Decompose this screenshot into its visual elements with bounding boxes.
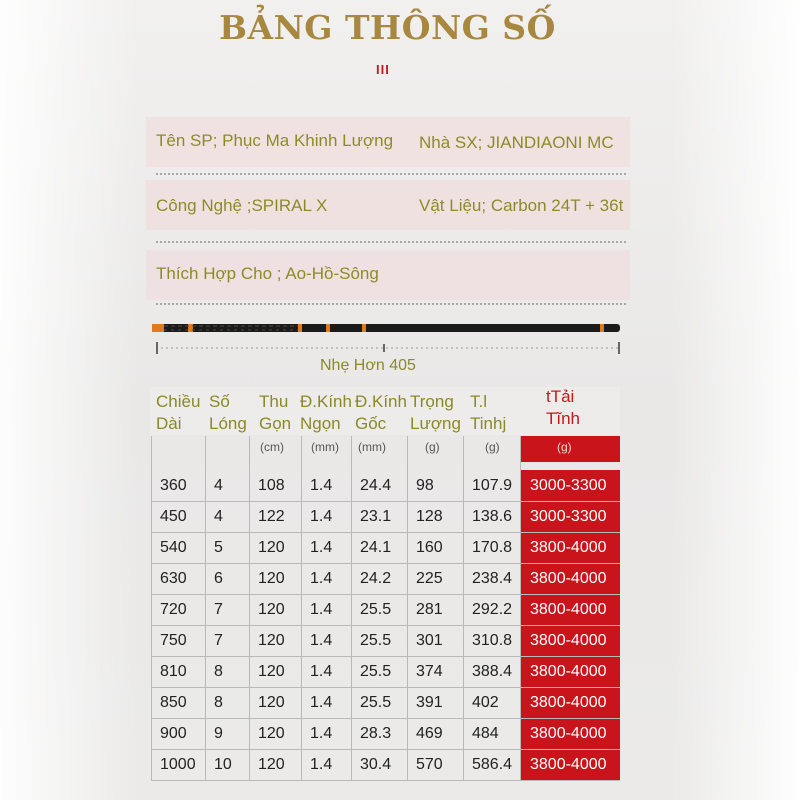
spec-product-name: Tên SP; Phục Ma Khinh Lượng	[156, 131, 394, 150]
cell-load: 3800-4000	[520, 687, 620, 718]
cell-weight: 374	[416, 663, 443, 680]
cell-closed: 120	[258, 632, 285, 649]
page-title: BẢNG THÔNG SỐ	[219, 8, 556, 47]
table-row	[151, 563, 620, 594]
cell-load: 3800-4000	[520, 625, 620, 656]
cell-length: 900	[160, 725, 187, 742]
grid-line	[407, 436, 408, 781]
header-closed-length: Thu Gọn	[259, 392, 292, 433]
cell-load: 3000-3300	[520, 501, 620, 532]
unit-load: (g)	[557, 440, 572, 454]
grid-line	[151, 687, 620, 688]
header-static-load: tTải Tĩnh	[546, 387, 581, 428]
divider-2	[156, 241, 626, 243]
grid-line	[151, 436, 152, 781]
title-mark: III	[376, 62, 390, 77]
cell-weight: 391	[416, 694, 443, 711]
spec-manufacturer: Nhà SX; JIANDIAONI MC	[419, 133, 614, 152]
cell-sections: 4	[214, 508, 223, 525]
cell-sections: 9	[214, 725, 223, 742]
table-row	[151, 718, 620, 749]
cell-tip: 1.4	[310, 477, 333, 494]
grid-line	[249, 436, 250, 781]
cell-length: 750	[160, 632, 187, 649]
cell-weight-2: 586.4	[472, 756, 513, 773]
cell-weight-2: 292.2	[472, 601, 513, 618]
cell-load: 3800-4000	[520, 718, 620, 749]
cell-length: 720	[160, 601, 187, 618]
cell-weight-2: 170.8	[472, 539, 513, 556]
unit-butt: (mm)	[358, 440, 386, 454]
header-tip-diameter: Đ.Kính Ngọn	[300, 392, 352, 433]
header-sections: Số Lóng	[209, 392, 247, 433]
cell-weight: 469	[416, 725, 443, 742]
unit-closed: (cm)	[260, 440, 284, 454]
cell-length: 1000	[160, 756, 196, 773]
spec-suitable-for: Thích Hợp Cho ; Ao-Hồ-Sông	[156, 264, 379, 283]
cell-closed: 120	[258, 539, 285, 556]
cell-tip: 1.4	[310, 663, 333, 680]
cell-weight: 128	[416, 508, 443, 525]
grid-line	[151, 749, 620, 750]
table-row	[151, 501, 620, 532]
cell-load: 3800-4000	[520, 532, 620, 563]
cell-closed: 120	[258, 570, 285, 587]
cell-weight: 570	[416, 756, 443, 773]
table-row	[151, 656, 620, 687]
divider-3	[156, 303, 626, 305]
cell-weight-2: 388.4	[472, 663, 513, 680]
cell-butt: 24.2	[360, 570, 392, 587]
grid-line	[301, 436, 302, 781]
cell-sections: 7	[214, 632, 223, 649]
cell-length: 540	[160, 539, 187, 556]
cell-weight-2: 238.4	[472, 570, 513, 587]
cell-weight: 98	[416, 477, 434, 494]
spec-material: Vật Liệu; Carbon 24T + 36t	[419, 196, 624, 215]
fishing-rod-image	[152, 323, 620, 333]
cell-sections: 6	[214, 570, 223, 587]
cell-weight-2: 484	[472, 725, 499, 742]
cell-length: 850	[160, 694, 187, 711]
cell-load: 3000-3300	[520, 470, 620, 501]
cell-load: 3800-4000	[520, 656, 620, 687]
table-row	[151, 470, 620, 501]
cell-tip: 1.4	[310, 756, 333, 773]
header-length: Chiều Dài	[156, 392, 201, 433]
table-row	[151, 625, 620, 656]
cell-length: 630	[160, 570, 187, 587]
cell-butt: 23.1	[360, 508, 392, 525]
cell-closed: 108	[258, 477, 285, 494]
cell-tip: 1.4	[310, 632, 333, 649]
cell-sections: 7	[214, 601, 223, 618]
cell-weight-2: 107.9	[472, 477, 513, 494]
unit-weight-2: (g)	[485, 440, 500, 454]
header-weight-2: T.l Tinhj	[470, 392, 507, 433]
grid-line	[151, 532, 620, 533]
grid-line	[205, 436, 206, 781]
unit-tip: (mm)	[311, 440, 339, 454]
cell-length: 360	[160, 477, 187, 494]
cell-butt: 30.4	[360, 756, 392, 773]
grid-line	[151, 780, 620, 781]
table-row	[151, 749, 620, 780]
cell-weight: 225	[416, 570, 443, 587]
cell-closed: 120	[258, 601, 285, 618]
grid-line	[151, 656, 620, 657]
cell-closed: 120	[258, 694, 285, 711]
background-fade-left	[0, 0, 140, 800]
grid-line	[151, 501, 620, 502]
divider-1	[156, 173, 626, 175]
grid-line	[151, 594, 620, 595]
length-ruler	[156, 342, 621, 354]
cell-tip: 1.4	[310, 570, 333, 587]
cell-weight: 301	[416, 632, 443, 649]
cell-weight: 160	[416, 539, 443, 556]
cell-load: 3800-4000	[520, 594, 620, 625]
grid-line	[151, 563, 620, 564]
table-row	[151, 532, 620, 563]
cell-butt: 24.1	[360, 539, 392, 556]
cell-butt: 25.5	[360, 663, 392, 680]
cell-length: 810	[160, 663, 187, 680]
grid-line	[151, 625, 620, 626]
cell-weight-2: 310.8	[472, 632, 513, 649]
cell-weight-2: 138.6	[472, 508, 513, 525]
cell-closed: 120	[258, 725, 285, 742]
unit-weight: (g)	[425, 440, 440, 454]
cell-sections: 5	[214, 539, 223, 556]
cell-sections: 10	[214, 756, 232, 773]
cell-tip: 1.4	[310, 539, 333, 556]
cell-tip: 1.4	[310, 725, 333, 742]
cell-butt: 24.4	[360, 477, 392, 494]
cell-sections: 8	[214, 663, 223, 680]
grid-line	[351, 436, 352, 781]
cell-load: 3800-4000	[520, 749, 620, 780]
cell-sections: 4	[214, 477, 223, 494]
spec-technology: Công Nghệ ;SPIRAL X	[156, 196, 328, 215]
cell-butt: 25.5	[360, 601, 392, 618]
cell-closed: 120	[258, 663, 285, 680]
cell-weight-2: 402	[472, 694, 499, 711]
table-row	[151, 594, 620, 625]
cell-closed: 122	[258, 508, 285, 525]
cell-sections: 8	[214, 694, 223, 711]
weight-note: Nhẹ Hơn 405	[320, 357, 416, 374]
header-weight: Trọng Lượng	[410, 392, 461, 433]
cell-butt: 25.5	[360, 632, 392, 649]
cell-butt: 28.3	[360, 725, 392, 742]
header-butt-diameter: Đ.Kính Gốc	[355, 392, 407, 433]
grid-line	[151, 718, 620, 719]
table-row	[151, 687, 620, 718]
cell-closed: 120	[258, 756, 285, 773]
grid-line	[463, 436, 464, 781]
cell-tip: 1.4	[310, 601, 333, 618]
grid-line	[520, 436, 521, 781]
cell-tip: 1.4	[310, 508, 333, 525]
cell-weight: 281	[416, 601, 443, 618]
cell-length: 450	[160, 508, 187, 525]
cell-butt: 25.5	[360, 694, 392, 711]
cell-tip: 1.4	[310, 694, 333, 711]
cell-load: 3800-4000	[520, 563, 620, 594]
background-fade-right	[670, 0, 800, 800]
